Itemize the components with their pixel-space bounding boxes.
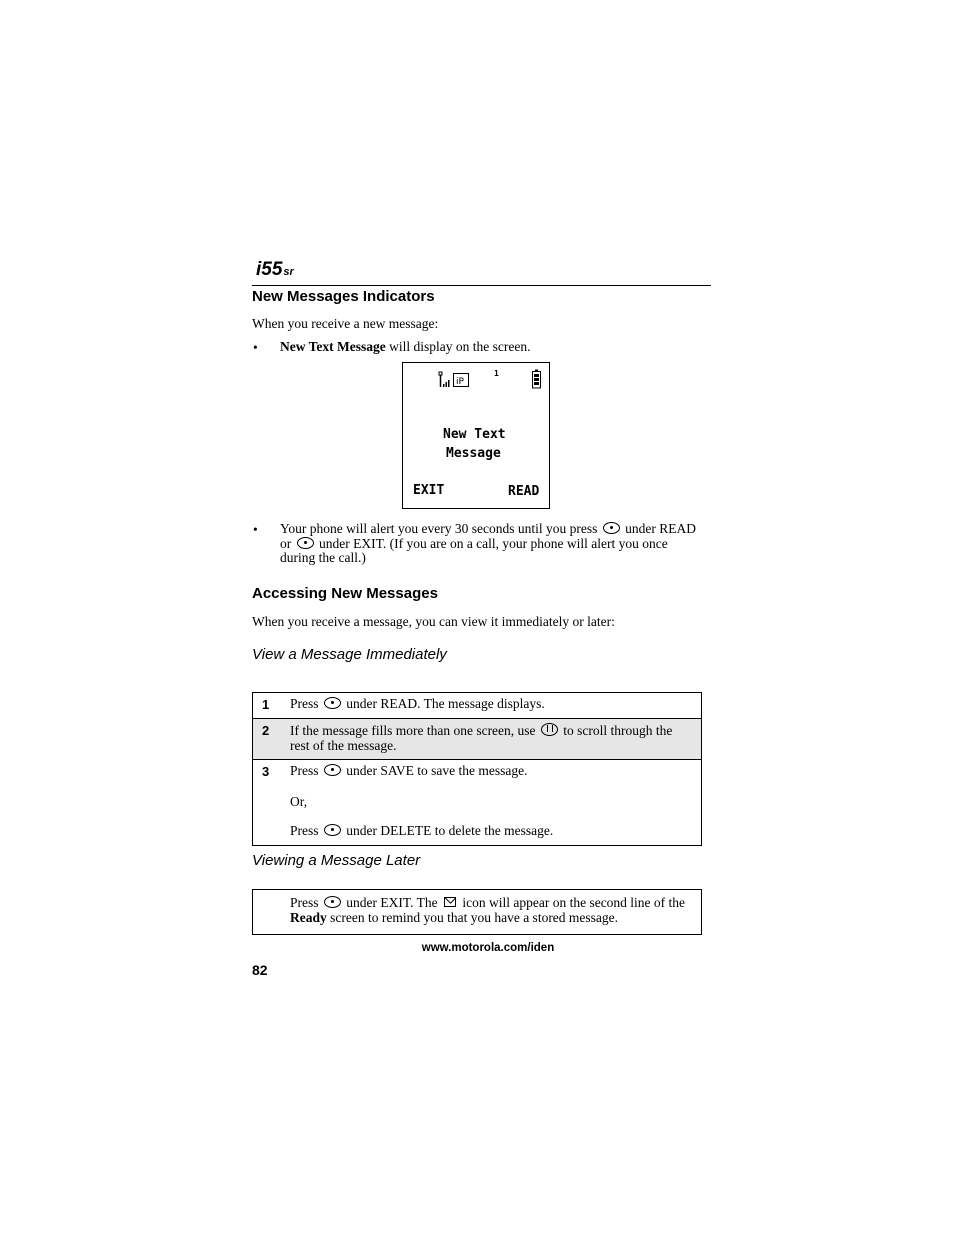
subheading-view-immediately: View a Message Immediately bbox=[252, 646, 447, 663]
bold-ready: Ready bbox=[290, 909, 327, 925]
step-text-part: under DELETE to delete the message. bbox=[342, 823, 554, 838]
status-number: 1 bbox=[494, 369, 499, 378]
model-suffix: sr bbox=[283, 266, 294, 278]
step-text-part: Press bbox=[290, 823, 322, 838]
later-text bbox=[290, 896, 693, 925]
screen-message-line1: New Text bbox=[443, 427, 506, 442]
model-name: i55 bbox=[256, 259, 283, 280]
page-number: 82 bbox=[252, 962, 268, 978]
step-text bbox=[290, 697, 693, 712]
softkey-button-icon bbox=[324, 764, 341, 776]
step-text-part: Press bbox=[290, 696, 322, 711]
section-heading-new-messages-indicators: New Messages Indicators bbox=[252, 288, 435, 305]
step-or: Or, bbox=[290, 794, 308, 809]
screen-message-line2: Message bbox=[446, 446, 501, 461]
steps-table-immediately bbox=[252, 692, 702, 846]
ip-icon bbox=[453, 373, 469, 387]
header-rule bbox=[252, 285, 711, 286]
subheading-view-later: Viewing a Message Later bbox=[252, 852, 421, 869]
softkey-button-icon bbox=[297, 537, 314, 549]
section1-intro: When you receive a new message: bbox=[252, 316, 439, 331]
signal-icon bbox=[438, 371, 452, 389]
softkey-exit: EXIT bbox=[413, 483, 445, 498]
bullet-new-text-message bbox=[280, 340, 530, 355]
navigation-key-icon bbox=[541, 723, 558, 736]
envelope-icon bbox=[444, 897, 456, 907]
step-text bbox=[290, 824, 693, 839]
later-text-part: screen to remind you that you have a stored message. bbox=[326, 909, 619, 925]
svg-text:iP: iP bbox=[456, 377, 464, 387]
softkey-button-icon bbox=[324, 896, 341, 908]
bullet-marker: • bbox=[253, 522, 258, 537]
step-number: 2 bbox=[262, 723, 270, 738]
alert-text-1: Your phone will alert you every 30 seconds until you press bbox=[280, 521, 601, 536]
step-text-part: to scroll through the rest of the message. bbox=[290, 723, 673, 753]
alert-text-3: under EXIT. (If you are on a call, your phone will alert you once during the call.) bbox=[280, 535, 668, 565]
model-logo bbox=[256, 259, 294, 281]
section2-intro: When you receive a message, you can view it immediately or later: bbox=[252, 614, 615, 629]
alert-text-2: under READ or bbox=[280, 521, 696, 551]
step-number: 3 bbox=[262, 764, 270, 779]
step-text bbox=[290, 764, 693, 779]
softkey-read: READ bbox=[508, 484, 540, 499]
later-text-part: icon will appear on the second line of the bbox=[458, 895, 686, 910]
bullet-marker: • bbox=[253, 340, 258, 355]
section-heading-accessing-new-messages: Accessing New Messages bbox=[252, 585, 438, 602]
step-number: 1 bbox=[262, 697, 270, 712]
step-text-part: under SAVE to save the message. bbox=[342, 763, 528, 778]
softkey-button-icon bbox=[324, 824, 341, 836]
phone-screen-illustration bbox=[402, 362, 550, 509]
bold-new-text-message: New Text Message bbox=[280, 339, 386, 354]
steps-table-later bbox=[252, 889, 702, 935]
step-text-part: under READ. The message displays. bbox=[342, 696, 545, 711]
table-row bbox=[253, 760, 701, 845]
later-text-part: under EXIT. The bbox=[342, 895, 441, 910]
softkey-button-icon bbox=[324, 697, 341, 709]
step-text-part: Press bbox=[290, 763, 322, 778]
table-row bbox=[253, 719, 701, 760]
later-text-part: Press bbox=[290, 895, 322, 910]
footer-url: www.motorola.com/iden bbox=[421, 942, 555, 954]
table-row bbox=[253, 693, 701, 719]
bullet-alert-info bbox=[280, 522, 698, 566]
step-text-part: If the message fills more than one screen, use bbox=[290, 723, 539, 738]
battery-icon bbox=[532, 369, 541, 389]
bullet1-rest: will display on the screen. bbox=[385, 339, 531, 354]
softkey-button-icon bbox=[603, 522, 620, 534]
step-text bbox=[290, 723, 693, 753]
